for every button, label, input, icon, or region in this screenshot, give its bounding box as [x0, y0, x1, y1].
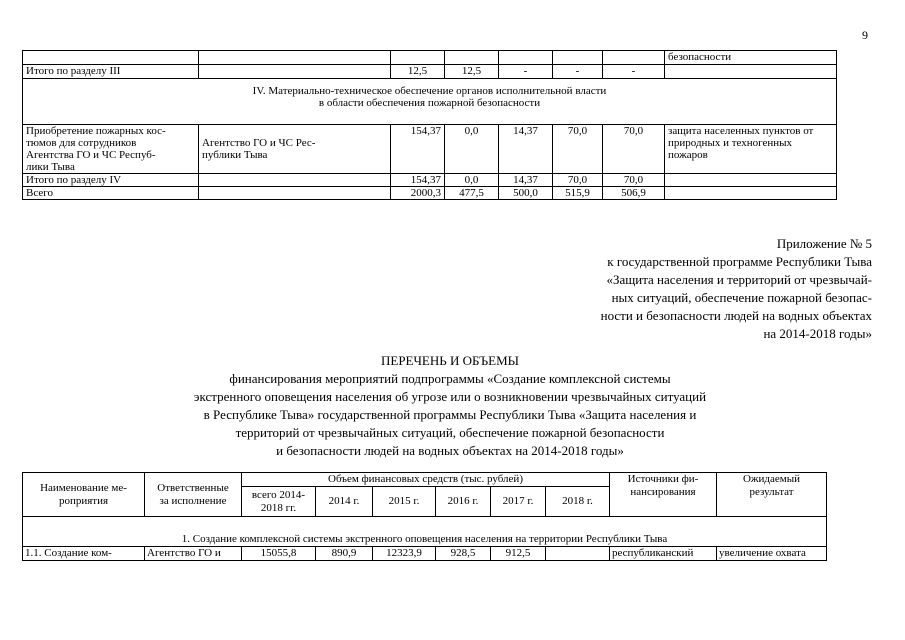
- header-result: Ожидаемый результат: [717, 473, 827, 517]
- table-row: [23, 187, 837, 200]
- table-cell: республиканский: [610, 547, 717, 561]
- table-cell: защита населенных пунктов от природных и техногенных пожаров: [665, 125, 837, 174]
- table-section-3-4: [22, 50, 837, 200]
- table-row: [23, 174, 837, 187]
- table-cell: 912,5: [491, 547, 546, 561]
- table-header-row: [23, 473, 827, 487]
- section-heading: IV. Материально-техническое обеспечение органов исполнительной власти в области обеспечения пожарной безопасности: [23, 79, 837, 125]
- table-cell: 70,0: [603, 125, 665, 174]
- table-cell: Итого по разделу IV: [23, 174, 199, 187]
- section-heading: 1. Создание комплексной системы экстренного оповещения населения на территории Республики Тыва: [23, 517, 827, 547]
- table-cell: безопасности: [665, 51, 837, 65]
- table-financing: [22, 472, 827, 561]
- table-cell: 500,0: [499, 187, 553, 200]
- table-cell: Агентство ГО и ЧС Рес- публики Тыва: [199, 125, 391, 174]
- table-row: [23, 51, 837, 65]
- table-cell: 890,9: [316, 547, 373, 561]
- header-2018: 2018 г.: [546, 487, 610, 517]
- appendix-note: Приложение № 5 к государственной программе Республики Тыва «Защита населения и территорий от чрезвычай- ных ситуаций, обеспечение пожарной безопас- ности и безопасности людей на водных объектах на 2014-2018 годы»: [600, 236, 872, 341]
- table-cell: 928,5: [436, 547, 491, 561]
- table-row: [23, 517, 827, 547]
- header-2014: 2014 г.: [316, 487, 373, 517]
- table-cell: -: [553, 65, 603, 79]
- table-cell: 515,9: [553, 187, 603, 200]
- table-row: [23, 547, 827, 561]
- table-cell: 70,0: [553, 174, 603, 187]
- table-row: [23, 65, 837, 79]
- table-cell: 1.1. Создание ком-: [23, 547, 145, 561]
- header-name: Наименование ме- роприятия: [23, 473, 145, 517]
- table-cell: 0,0: [445, 174, 499, 187]
- header-source: Источники фи- нансирования: [610, 473, 717, 517]
- table-cell: 154,37: [391, 125, 445, 174]
- table-cell: 15055,8: [242, 547, 316, 561]
- table-row: [23, 79, 837, 125]
- header-2015: 2015 г.: [373, 487, 436, 517]
- table-cell: увеличение охвата: [717, 547, 827, 561]
- table-cell: Приобретение пожарных кос- тюмов для сотрудников Агентства ГО и ЧС Респуб- лики Тыва: [23, 125, 199, 174]
- table-cell: 12,5: [391, 65, 445, 79]
- table-cell: 2000,3: [391, 187, 445, 200]
- table-cell: 0,0: [445, 125, 499, 174]
- header-volume: Объем финансовых средств (тыс. рублей): [242, 473, 610, 487]
- table-cell: Всего: [23, 187, 199, 200]
- document-heading: ПЕРЕЧЕНЬ И ОБЪЕМЫ финансирования мероприятий подпрограммы «Создание комплексной системы экстренного оповещения населения об угрозе или о возникновении чрезвычайных ситуаций в Республике Тыва» государственной программы Республики Тыва «Защита населения и территорий от чрезвычайных ситуаций, обеспечение пожарной безопасности и безопасности людей на водных объектах на 2014-2018 годы»: [120, 352, 780, 460]
- header-responsible: Ответственные за исполнение: [145, 473, 242, 517]
- table-cell: 70,0: [553, 125, 603, 174]
- header-2017: 2017 г.: [491, 487, 546, 517]
- table-row: [23, 125, 837, 174]
- page-title: ПЕРЕЧЕНЬ И ОБЪЕМЫ: [380, 353, 519, 368]
- table-cell: 154,37: [391, 174, 445, 187]
- table-cell: 70,0: [603, 174, 665, 187]
- header-2016: 2016 г.: [436, 487, 491, 517]
- table-cell: 477,5: [445, 187, 499, 200]
- table-cell: Итого по разделу III: [23, 65, 199, 79]
- table-cell: -: [603, 65, 665, 79]
- table-cell: 14,37: [499, 125, 553, 174]
- table-cell: Агентство ГО и: [145, 547, 242, 561]
- table-cell: [546, 547, 610, 561]
- table-cell: 506,9: [603, 187, 665, 200]
- table-cell: 12,5: [445, 65, 499, 79]
- header-total: всего 2014- 2018 гг.: [242, 487, 316, 517]
- page-number: 9: [862, 28, 868, 42]
- table-cell: 12323,9: [373, 547, 436, 561]
- table-cell: 14,37: [499, 174, 553, 187]
- table-cell: -: [499, 65, 553, 79]
